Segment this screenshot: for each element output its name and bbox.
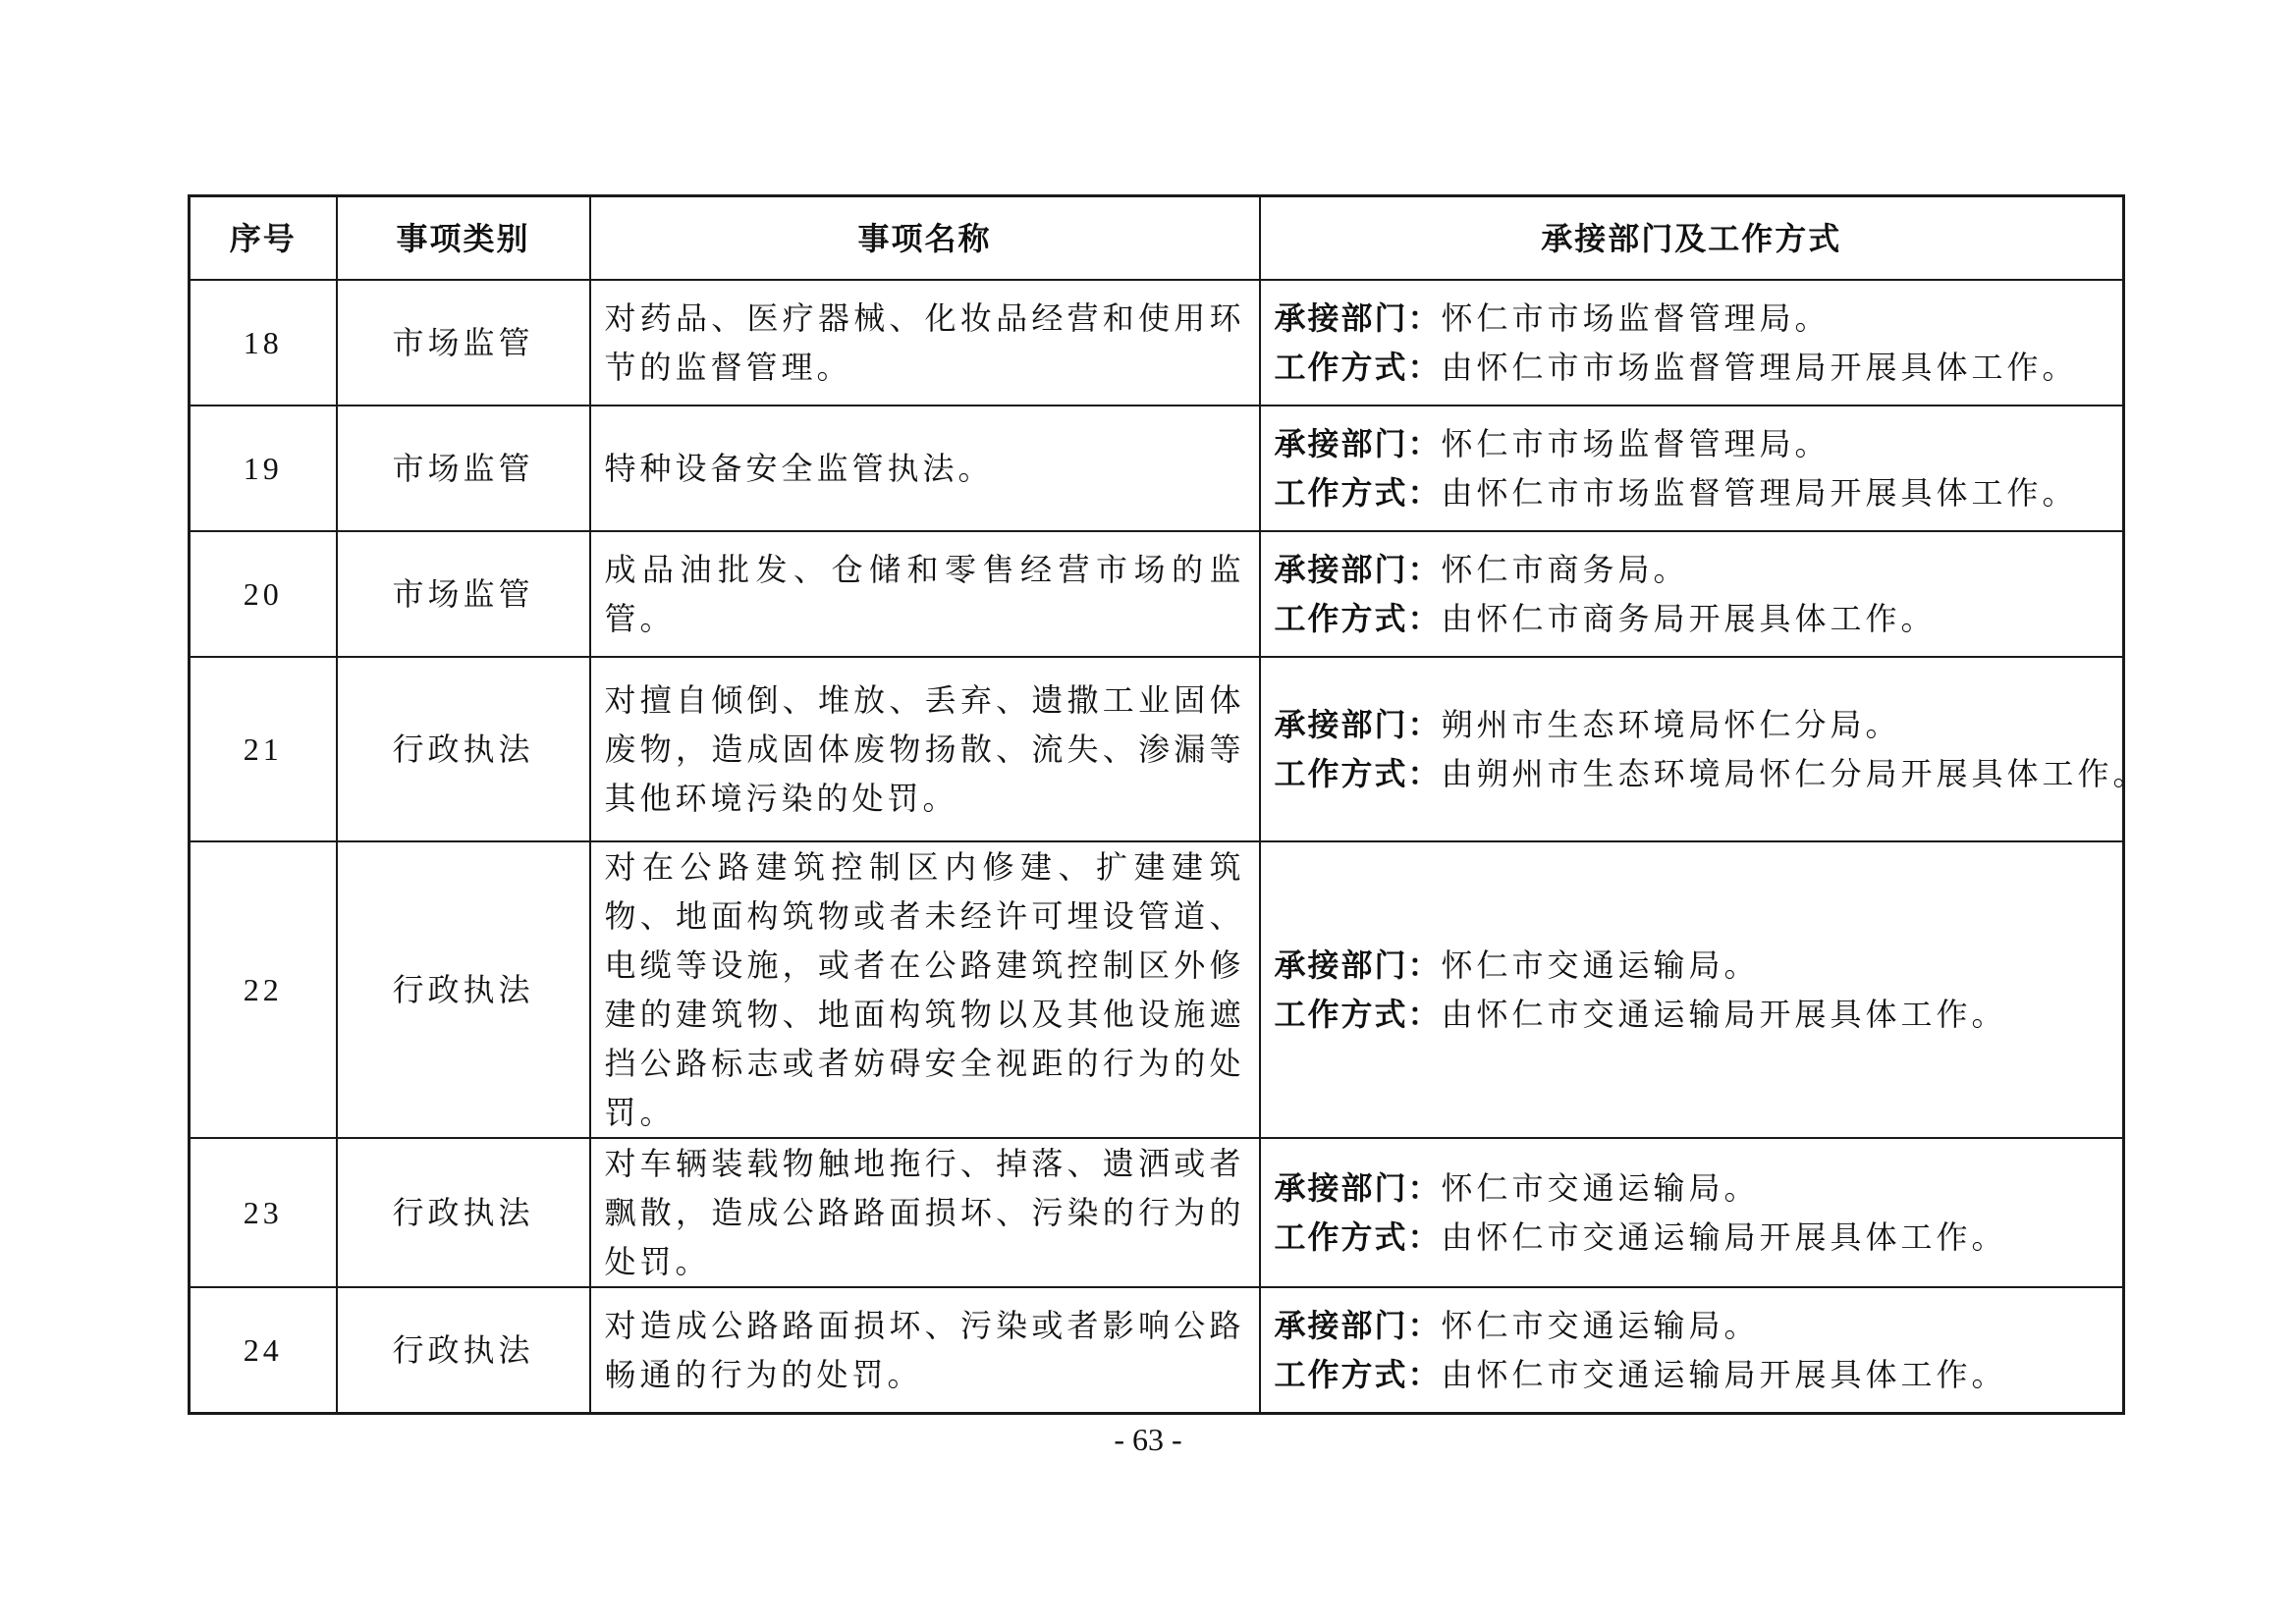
dept-value: 怀仁市交通运输局。 xyxy=(1441,1306,1760,1344)
row-dept-method xyxy=(1260,841,2124,1138)
method-value: 由朔州市生态环境局怀仁分局开展具体工作。 xyxy=(1441,755,2149,792)
row-seq: 22 xyxy=(190,841,337,1138)
table-body xyxy=(190,280,2149,1413)
row-dept-method xyxy=(1260,406,2124,531)
header-name: 事项名称 xyxy=(590,196,1260,281)
row-category: 市场监管 xyxy=(337,531,590,657)
method-line xyxy=(1275,343,2109,392)
dept-label: 承接部门： xyxy=(1274,947,1442,984)
method-label: 工作方式： xyxy=(1274,349,1442,386)
row-category: 行政执法 xyxy=(337,1287,590,1413)
method-line xyxy=(1275,468,2109,517)
table-row xyxy=(190,280,2124,406)
method-label: 工作方式： xyxy=(1274,600,1442,637)
dept-label: 承接部门： xyxy=(1274,1169,1442,1207)
page-number: - 63 - xyxy=(1114,1422,1182,1457)
table-row xyxy=(190,1138,2124,1287)
method-line xyxy=(1275,1350,2109,1399)
row-category: 市场监管 xyxy=(337,406,590,531)
row-dept-method xyxy=(1260,1138,2124,1287)
dept-value: 怀仁市商务局。 xyxy=(1441,551,1689,588)
dept-value: 怀仁市市场监督管理局。 xyxy=(1441,425,1831,462)
dept-label: 承接部门： xyxy=(1274,425,1442,462)
method-line xyxy=(1275,990,2109,1039)
row-matter-name: 特种设备安全监管执法。 xyxy=(590,406,1260,531)
matters-table xyxy=(188,194,2149,1415)
row-matter-name: 对车辆装载物触地拖行、掉落、遗洒或者飘散，造成公路路面损坏、污染的行为的处罚。 xyxy=(590,1138,1260,1287)
row-dept-method xyxy=(1260,657,2149,841)
header-row xyxy=(190,196,2124,281)
method-value: 由怀仁市商务局开展具体工作。 xyxy=(1441,600,1937,637)
dept-label: 承接部门： xyxy=(1274,551,1442,588)
dept-line xyxy=(1275,294,2109,343)
table-row xyxy=(190,841,2124,1138)
method-line xyxy=(1275,594,2109,643)
row-category: 行政执法 xyxy=(337,1138,590,1287)
row-seq: 21 xyxy=(190,657,337,841)
method-label: 工作方式： xyxy=(1274,996,1442,1033)
dept-value: 朔州市生态环境局怀仁分局。 xyxy=(1441,706,1901,743)
method-line xyxy=(1274,749,2149,798)
dept-value: 怀仁市市场监督管理局。 xyxy=(1441,299,1831,337)
row-category: 行政执法 xyxy=(337,841,590,1138)
dept-line xyxy=(1275,1163,2109,1213)
row-matter-name: 成品油批发、仓储和零售经营市场的监管。 xyxy=(590,531,1260,657)
dept-line xyxy=(1275,941,2109,990)
row-seq: 24 xyxy=(190,1287,337,1413)
dept-value: 怀仁市交通运输局。 xyxy=(1441,1169,1760,1207)
dept-line xyxy=(1275,545,2109,594)
row-category: 行政执法 xyxy=(337,657,590,841)
row-seq: 19 xyxy=(190,406,337,531)
dept-label: 承接部门： xyxy=(1274,706,1442,743)
dept-line xyxy=(1275,1301,2109,1350)
dept-line xyxy=(1275,700,2109,749)
row-matter-name: 对药品、医疗器械、化妆品经营和使用环节的监督管理。 xyxy=(590,280,1260,406)
method-label: 工作方式： xyxy=(1274,755,1442,792)
header-seq: 序号 xyxy=(190,196,337,281)
row-seq: 18 xyxy=(190,280,337,406)
row-seq: 20 xyxy=(190,531,337,657)
row-matter-name: 对在公路建筑控制区内修建、扩建建筑物、地面构筑物或者未经许可埋设管道、电缆等设施，或者在公路建筑控制区外修建的建筑物、地面构筑物以及其他设施遮挡公路标志或者妨碍安全视距的行为的处罚。 xyxy=(590,841,1260,1138)
header-category: 事项类别 xyxy=(337,196,590,281)
table-row xyxy=(190,531,2124,657)
method-value: 由怀仁市市场监督管理局开展具体工作。 xyxy=(1441,474,2078,512)
header-dept: 承接部门及工作方式 xyxy=(1260,196,2124,281)
row-dept-method xyxy=(1260,280,2124,406)
row-seq: 23 xyxy=(190,1138,337,1287)
method-value: 由怀仁市交通运输局开展具体工作。 xyxy=(1441,1218,2007,1256)
dept-line xyxy=(1275,419,2109,468)
method-label: 工作方式： xyxy=(1274,1355,1442,1393)
method-value: 由怀仁市市场监督管理局开展具体工作。 xyxy=(1441,349,2078,386)
dept-label: 承接部门： xyxy=(1274,1306,1442,1344)
table-row xyxy=(190,657,2124,841)
method-label: 工作方式： xyxy=(1274,474,1442,512)
dept-value: 怀仁市交通运输局。 xyxy=(1441,947,1760,984)
table-row xyxy=(190,1287,2124,1413)
row-category: 市场监管 xyxy=(337,280,590,406)
table-row xyxy=(190,406,2124,531)
row-dept-method xyxy=(1260,1287,2124,1413)
table-header xyxy=(190,196,2124,281)
method-value: 由怀仁市交通运输局开展具体工作。 xyxy=(1441,996,2007,1033)
row-matter-name: 对造成公路路面损坏、污染或者影响公路畅通的行为的处罚。 xyxy=(590,1287,1260,1413)
row-dept-method xyxy=(1260,531,2124,657)
row-matter-name: 对擅自倾倒、堆放、丢弃、遗撒工业固体废物，造成固体废物扬散、流失、渗漏等其他环境污染的处罚。 xyxy=(590,657,1260,841)
method-line xyxy=(1275,1213,2109,1262)
dept-label: 承接部门： xyxy=(1274,299,1442,337)
method-label: 工作方式： xyxy=(1274,1218,1442,1256)
method-value: 由怀仁市交通运输局开展具体工作。 xyxy=(1441,1355,2007,1393)
